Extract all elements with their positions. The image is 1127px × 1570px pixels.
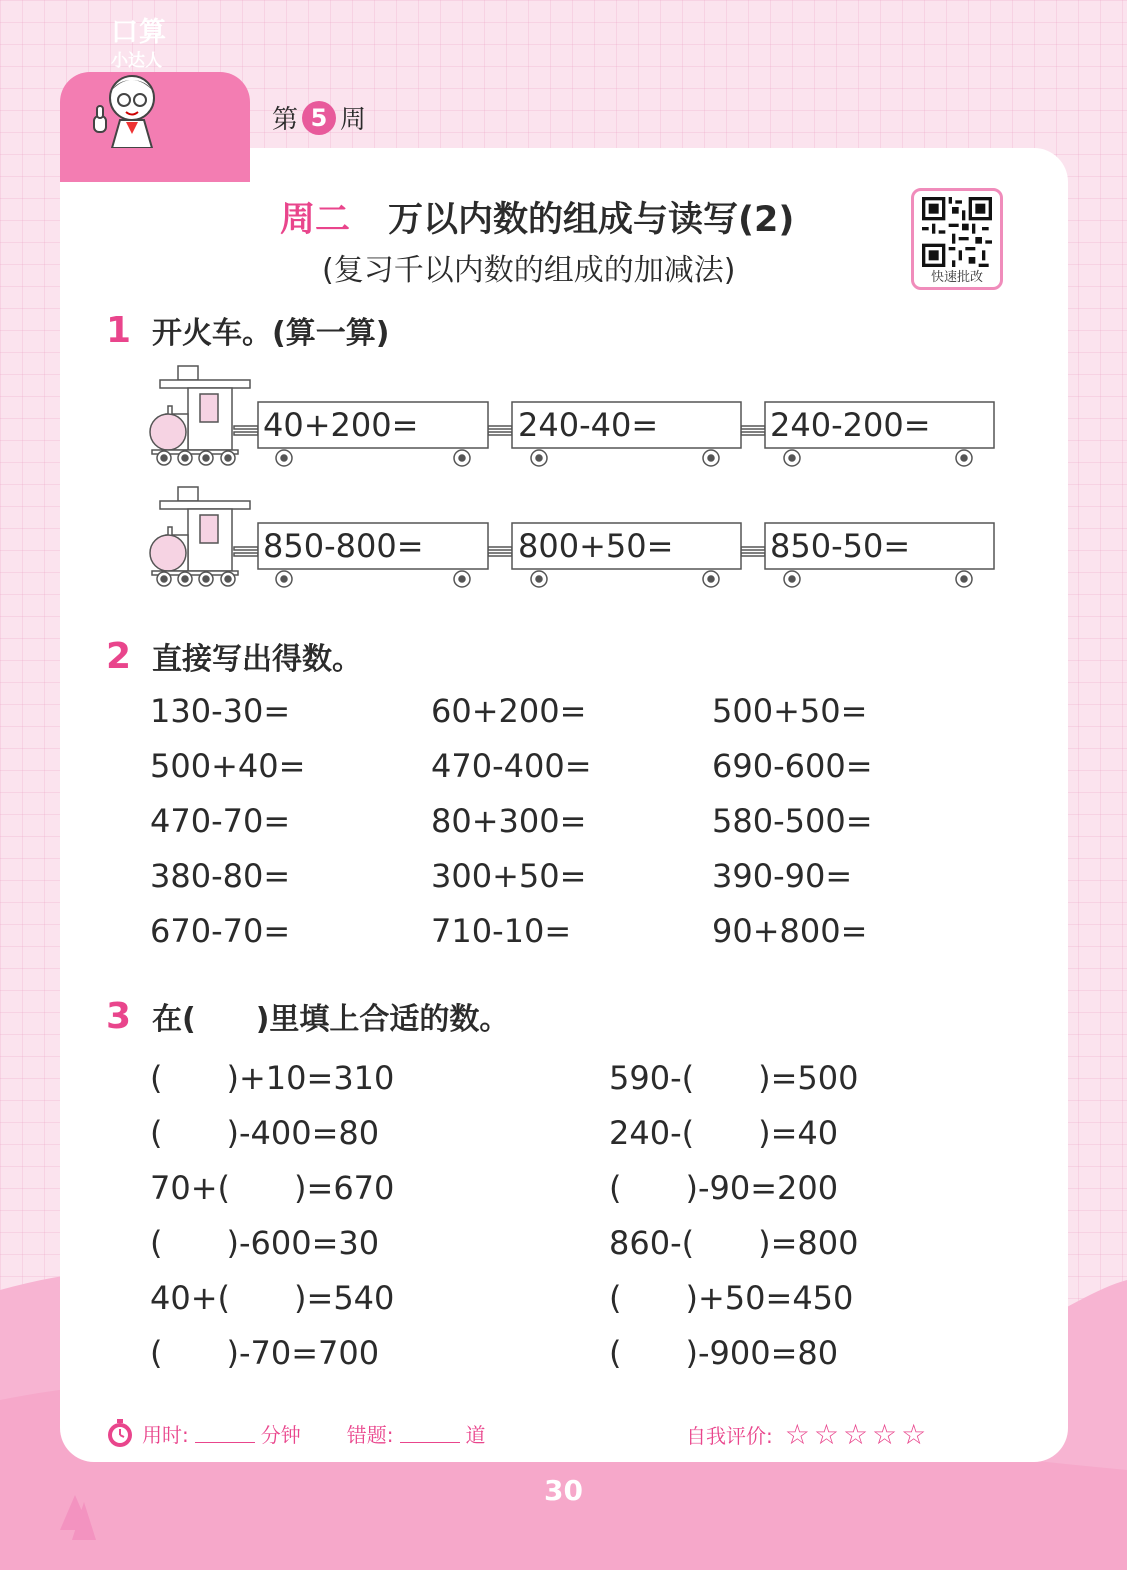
section-instruction: 直接写出得数。 xyxy=(152,642,362,677)
equation: 380-80= xyxy=(150,857,291,895)
week-indicator xyxy=(272,99,366,136)
train-1 xyxy=(148,362,1008,476)
equation: 500+50= xyxy=(712,692,868,730)
stopwatch-icon xyxy=(106,1418,134,1448)
time-label: 用时: xyxy=(142,1422,189,1447)
time-blank[interactable] xyxy=(195,1424,255,1443)
equation: 300+50= xyxy=(431,857,587,895)
section-instruction: 开火车。(算一算) xyxy=(152,316,390,351)
section-1-heading xyxy=(106,308,389,352)
equation: 90+800= xyxy=(712,912,868,950)
equation: 390-90= xyxy=(712,857,853,895)
fill-blank-equation[interactable]: 590-( )=500 xyxy=(609,1059,859,1097)
equation: 470-400= xyxy=(431,747,592,785)
fill-blank-equation[interactable]: 70+( )=670 xyxy=(150,1169,395,1207)
time-unit: 分钟 xyxy=(260,1422,301,1447)
equation: 580-500= xyxy=(712,802,873,840)
section-2-heading xyxy=(106,634,362,678)
train-2 xyxy=(148,483,1008,597)
title-topic: 万以内数的组成与读写(2) xyxy=(388,200,795,240)
mascot-boy-icon xyxy=(80,72,170,148)
equation: 690-600= xyxy=(712,747,873,785)
section-instruction: 在( )里填上合适的数。 xyxy=(152,1002,510,1037)
section-number: 3 xyxy=(106,995,132,1037)
equation: 60+200= xyxy=(431,692,587,730)
fill-blank-equation[interactable]: ( )+10=310 xyxy=(150,1059,395,1097)
week-number-badge: 5 xyxy=(302,101,336,135)
page-title xyxy=(280,192,794,242)
equation: 80+300= xyxy=(431,802,587,840)
fill-blank-equation[interactable]: ( )-900=80 xyxy=(609,1334,839,1372)
qr-code-icon xyxy=(922,197,992,267)
section-3-heading xyxy=(106,994,509,1038)
train-car-equation: 850-50= xyxy=(770,527,911,565)
train-car-equation: 240-40= xyxy=(518,406,659,444)
footer-right xyxy=(686,1418,930,1451)
errors-unit: 道 xyxy=(465,1422,486,1447)
equation: 710-10= xyxy=(431,912,572,950)
equation: 670-70= xyxy=(150,912,291,950)
week-suffix: 周 xyxy=(340,105,367,135)
qr-code[interactable] xyxy=(911,188,1003,290)
section-number: 2 xyxy=(106,635,132,677)
rating-label: 自我评价: xyxy=(686,1424,773,1448)
fill-blank-equation[interactable]: 240-( )=40 xyxy=(609,1114,839,1152)
rating-stars[interactable]: ☆☆☆☆☆ xyxy=(784,1418,931,1451)
fill-blank-equation[interactable]: ( )-70=700 xyxy=(150,1334,380,1372)
fill-blank-equation[interactable]: ( )+50=450 xyxy=(609,1279,854,1317)
equation: 470-70= xyxy=(150,802,291,840)
errors-blank[interactable] xyxy=(400,1424,460,1443)
train-car-equation: 240-200= xyxy=(770,406,931,444)
equation: 130-30= xyxy=(150,692,291,730)
equation: 500+40= xyxy=(150,747,306,785)
train-car-equation: 800+50= xyxy=(518,527,674,565)
badge-subtitle: 小达人 xyxy=(111,51,162,71)
section-number: 1 xyxy=(106,309,132,351)
train-car-equation: 850-800= xyxy=(263,527,424,565)
badge-title: 口算 xyxy=(111,17,167,48)
fill-blank-equation[interactable]: 860-( )=800 xyxy=(609,1224,859,1262)
fill-blank-equation[interactable]: ( )-600=30 xyxy=(150,1224,380,1262)
page-subtitle: (复习千以内数的组成的加减法) xyxy=(322,253,736,288)
train-car-equation: 40+200= xyxy=(263,406,419,444)
qr-label: 快速批改 xyxy=(930,270,983,285)
errors-label: 错题: xyxy=(346,1422,394,1447)
title-day: 周二 xyxy=(280,200,351,240)
fill-blank-equation[interactable]: ( )-400=80 xyxy=(150,1114,380,1152)
fill-blank-equation[interactable]: ( )-90=200 xyxy=(609,1169,839,1207)
page-number: 30 xyxy=(544,1474,583,1507)
week-prefix: 第 xyxy=(272,105,299,135)
footer-left xyxy=(106,1418,486,1448)
fill-blank-equation[interactable]: 40+( )=540 xyxy=(150,1279,395,1317)
